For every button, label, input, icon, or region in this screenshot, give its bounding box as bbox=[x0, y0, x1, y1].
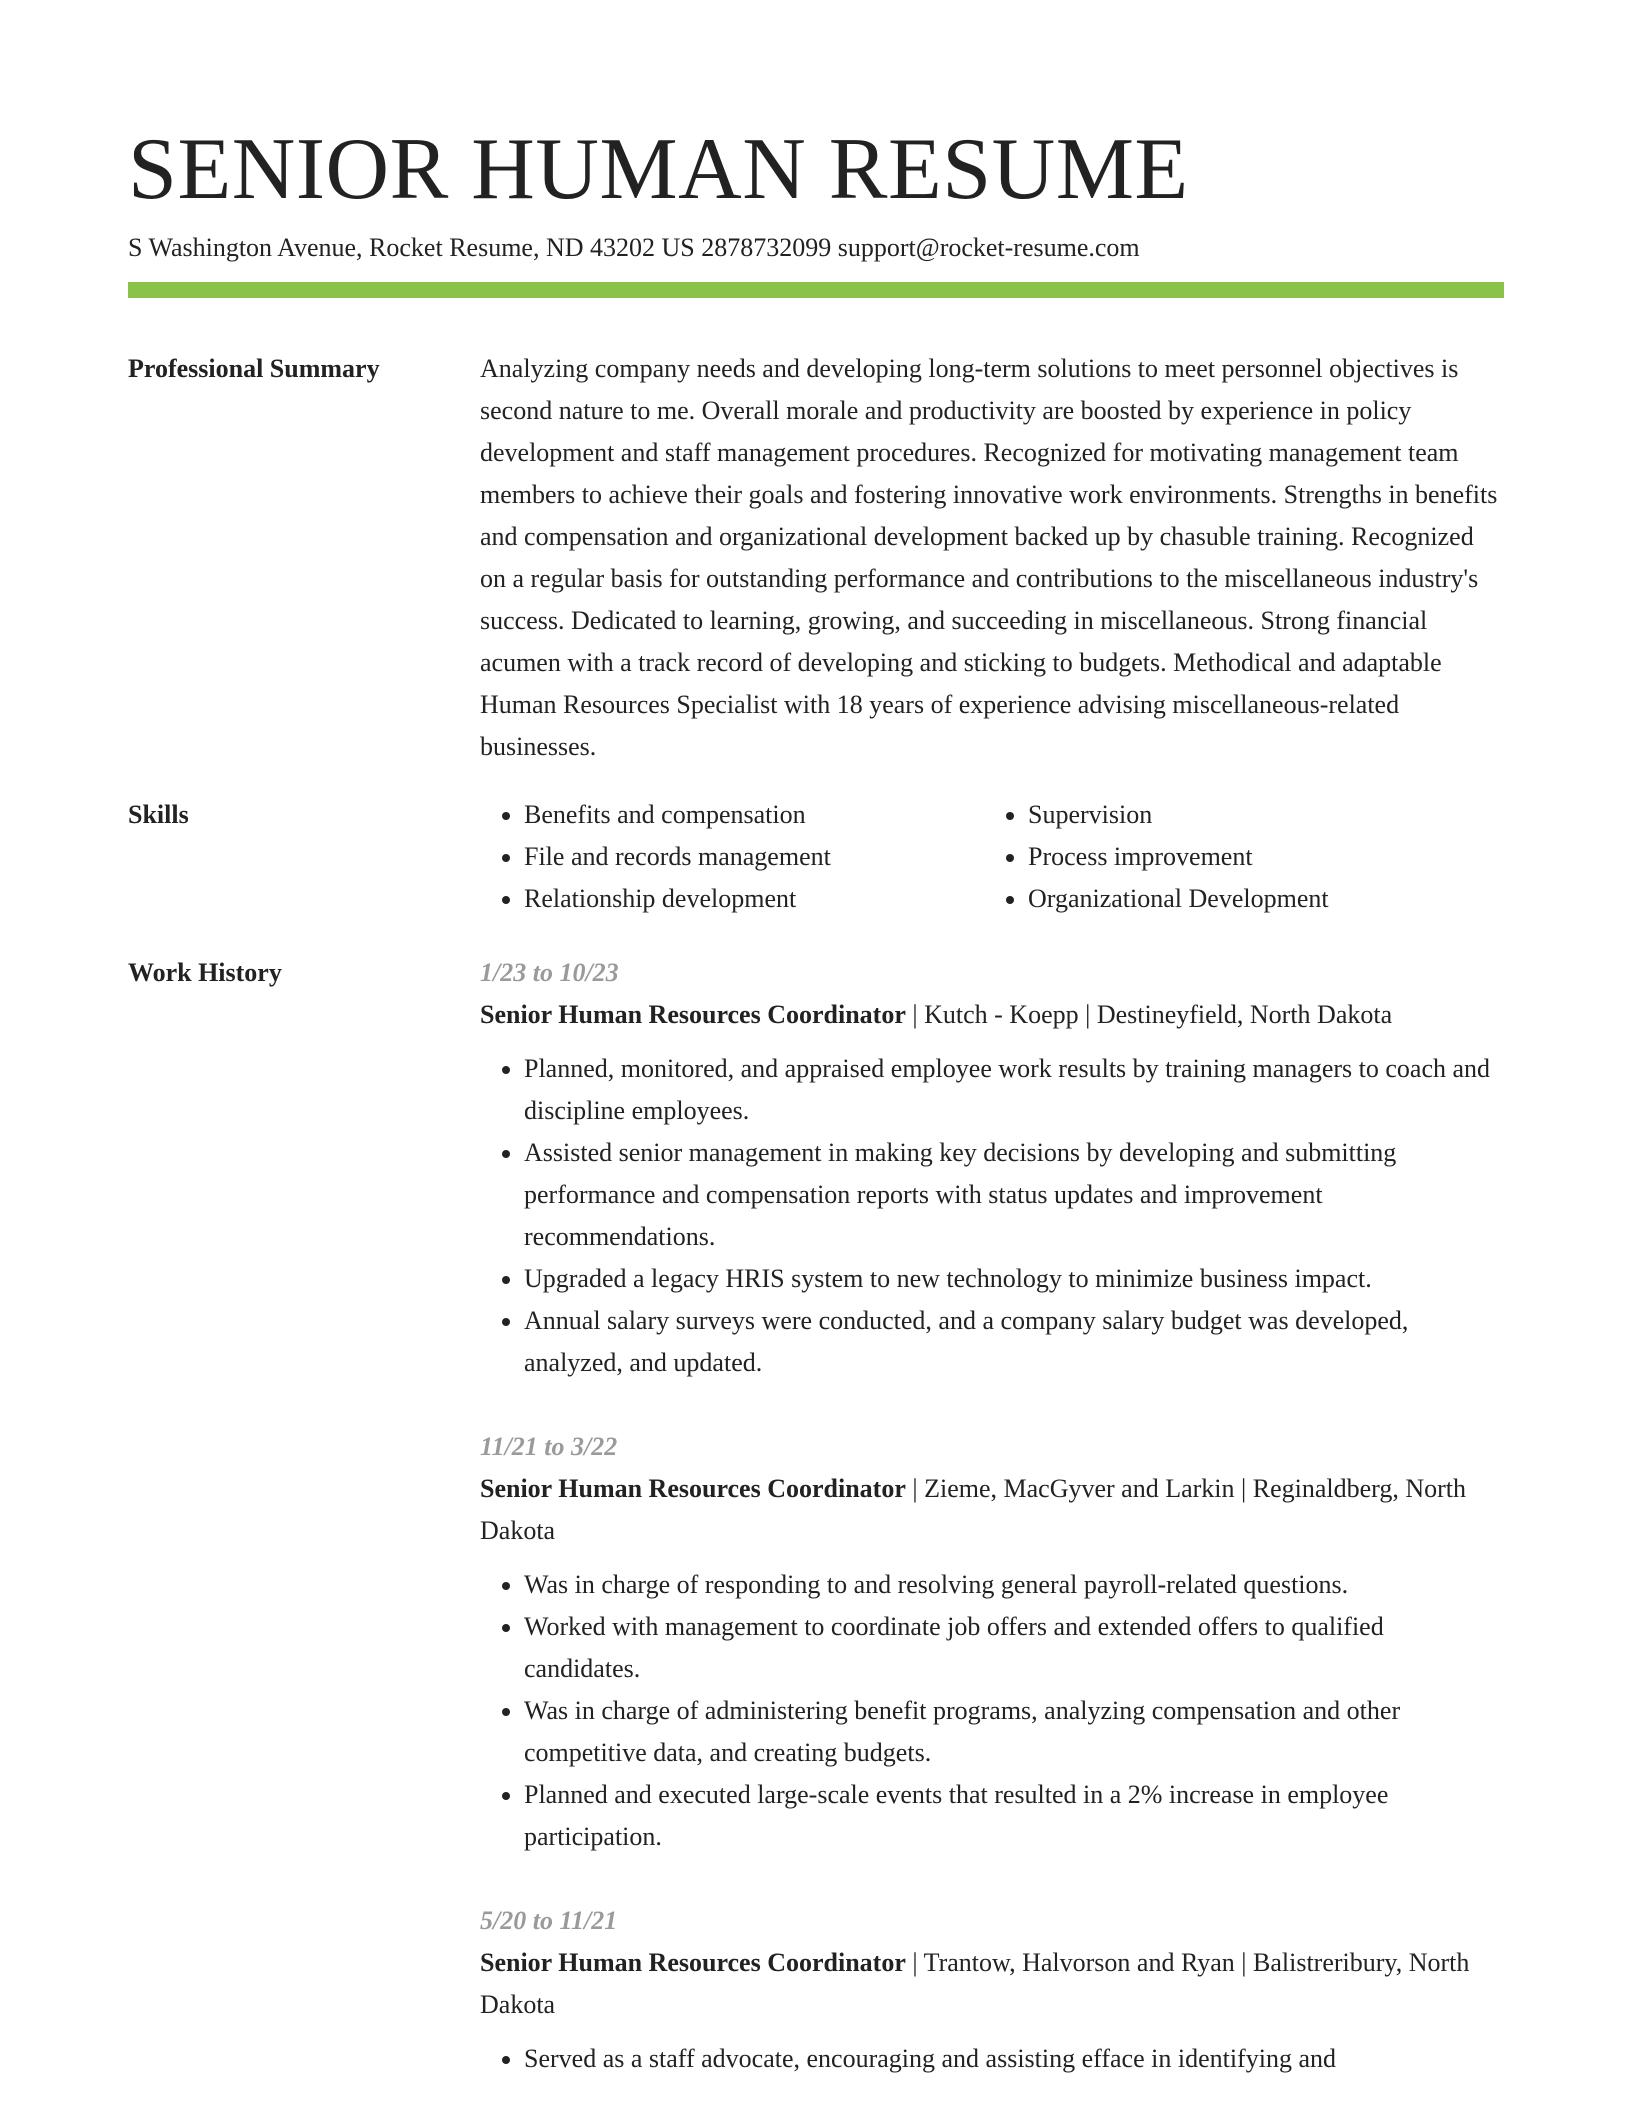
job-dates: 5/20 to 11/21 bbox=[480, 1906, 618, 1935]
job-duty: • Planned and executed large-scale events that resulted in a 2% increase in employee participation. bbox=[524, 1774, 1504, 1858]
accent-divider bbox=[128, 282, 1504, 298]
skills-column-right bbox=[984, 794, 1488, 920]
resume-page bbox=[128, 120, 1504, 2122]
job-title: Senior Human Resources Coordinator bbox=[480, 1948, 906, 1977]
job-details: | Zieme, MacGyver and Larkin | Reginaldberg, North Dakota bbox=[480, 1474, 1466, 1545]
job-duties bbox=[480, 1564, 1504, 1858]
skill-item: • Benefits and compensation bbox=[524, 794, 984, 836]
summary-text: Analyzing company needs and developing long-term solutions to meet personnel objectives is second nature to me. Overall morale and productivity are boosted by experience in policy development and staff management procedures. Recognized for motivating management team members to achieve their goals and fostering innovative work environments. Strengths in benefits and compensation and organizational development backed up by chasuble training. Recognized on a regular basis for outstanding performance and contributions to the miscellaneous industry's success. Dedicated to learning, growing, and succeeding in miscellaneous. Strong financial acumen with a track record of developing and sticking to budgets. Methodical and adaptable Human Resources Specialist with 18 years of experience advising miscellaneous-related businesses. bbox=[480, 354, 1498, 761]
job-duty: • Was in charge of responding to and resolving general payroll-related questions. bbox=[524, 1564, 1504, 1606]
skill-item: • Relationship development bbox=[524, 878, 984, 920]
job-details: | Trantow, Halvorson and Ryan | Balistreribury, North Dakota bbox=[480, 1948, 1470, 2019]
skill-item: • Organizational Development bbox=[1028, 878, 1488, 920]
job-duties bbox=[480, 1048, 1504, 1384]
job-dates: 1/23 to 10/23 bbox=[480, 958, 619, 987]
job-entry bbox=[480, 952, 1504, 1384]
job-duties bbox=[480, 2038, 1504, 2080]
job-duty: • Upgraded a legacy HRIS system to new technology to minimize business impact. bbox=[524, 1258, 1504, 1300]
contact-line: S Washington Avenue, Rocket Resume, ND 43202 US 2878732099 support@rocket-resume.com bbox=[128, 233, 1140, 262]
skill-item: • Supervision bbox=[1028, 794, 1488, 836]
skills-list bbox=[480, 794, 1504, 920]
job-entry bbox=[480, 1426, 1504, 1858]
job-title: Senior Human Resources Coordinator bbox=[480, 1000, 906, 1029]
job-duty: • Worked with management to coordinate job offers and extended offers to qualified candidates. bbox=[524, 1606, 1504, 1690]
job-duty: • Was in charge of administering benefit programs, analyzing compensation and other competitive data, and creating budgets. bbox=[524, 1690, 1504, 1774]
job-header bbox=[480, 1942, 1504, 2026]
job-duty: • Served as a staff advocate, encouraging and assisting efface in identifying and bbox=[524, 2038, 1504, 2080]
summary-body bbox=[480, 348, 1504, 768]
job-title: Senior Human Resources Coordinator bbox=[480, 1474, 906, 1503]
job-dates: 11/21 to 3/22 bbox=[480, 1432, 618, 1461]
skills-heading: Skills bbox=[128, 800, 189, 829]
skills-column-left bbox=[480, 794, 984, 920]
work-history-heading: Work History bbox=[128, 958, 282, 987]
job-duty: • Planned, monitored, and appraised employee work results by training managers to coach and discipline employees. bbox=[524, 1048, 1504, 1132]
job-duty: • Assisted senior management in making key decisions by developing and submitting performance and compensation reports with status updates and improvement recommendations. bbox=[524, 1132, 1504, 1258]
skills-section bbox=[128, 794, 1504, 920]
skill-item: • File and records management bbox=[524, 836, 984, 878]
summary-section bbox=[128, 348, 1504, 768]
job-entry bbox=[480, 1900, 1504, 2080]
job-header bbox=[480, 1468, 1504, 1552]
skill-item: • Process improvement bbox=[1028, 836, 1488, 878]
job-duty: • Annual salary surveys were conducted, and a company salary budget was developed, analyzed, and updated. bbox=[524, 1300, 1504, 1384]
job-header bbox=[480, 994, 1504, 1036]
job-details: | Kutch - Koepp | Destineyfield, North Dakota bbox=[905, 1000, 1393, 1029]
summary-heading: Professional Summary bbox=[128, 354, 380, 383]
resume-name: SENIOR HUMAN RESUME bbox=[128, 121, 1189, 218]
work-history-section bbox=[128, 952, 1504, 2122]
work-history-body bbox=[480, 952, 1504, 2122]
